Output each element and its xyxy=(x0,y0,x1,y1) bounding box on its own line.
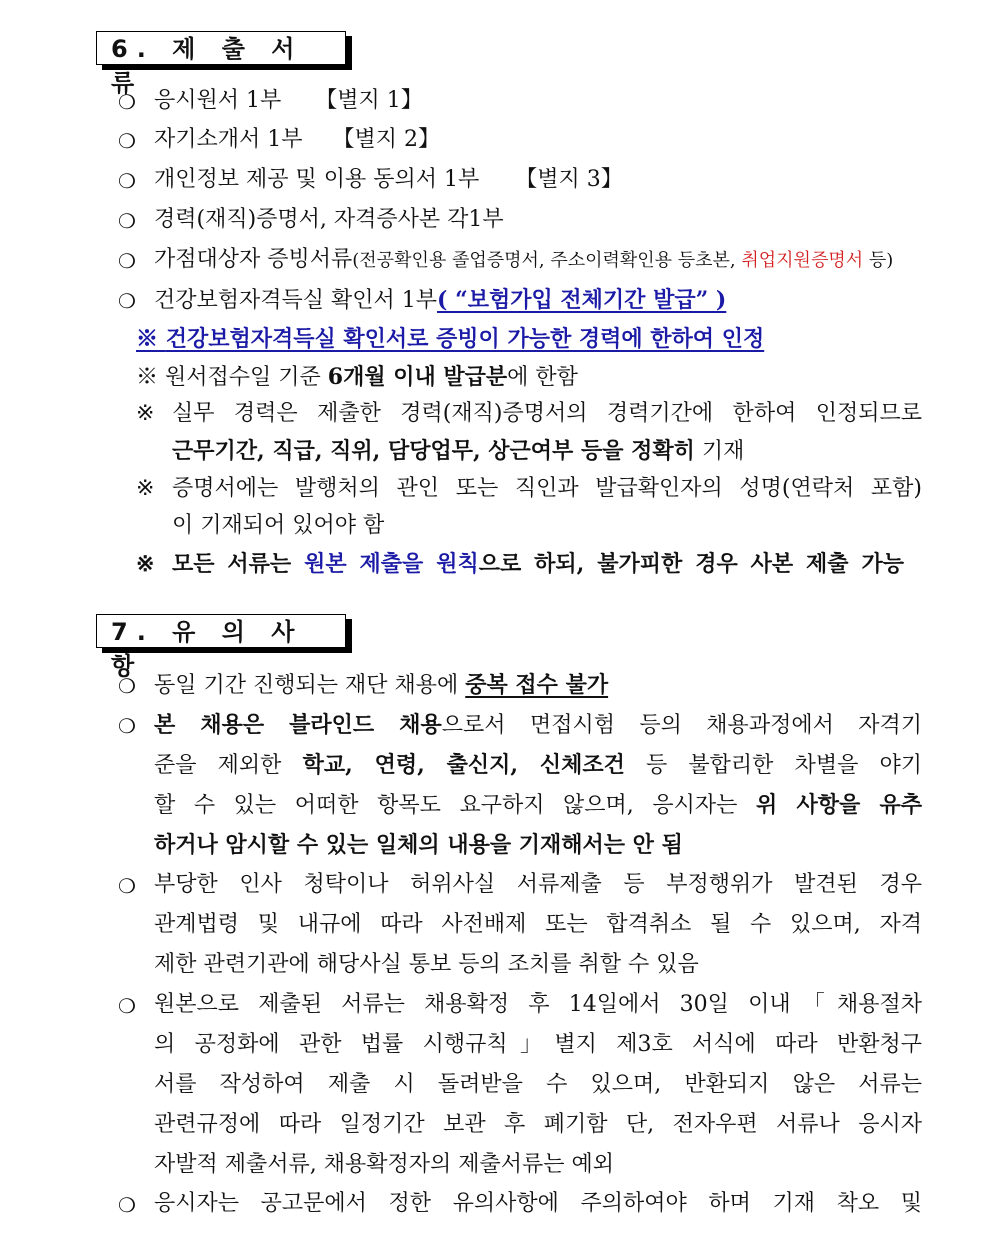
bullet-icon: ❍ xyxy=(118,674,136,698)
note-original-documents-mark: ※ xyxy=(136,551,155,577)
bullet-icon: ❍ xyxy=(118,994,136,1018)
section-6-title: 6. 제 출 서 류 xyxy=(96,31,346,65)
notice-duplicate-application: 동일 기간 진행되는 재단 채용에 중복 접수 불가 xyxy=(154,672,609,698)
note-six-months: ※ 원서접수일 기준 6개월 이내 발급분에 한함 xyxy=(136,364,578,390)
item-bonus-documents: 가점대상자 증빙서류(전공확인용 졸업증명서, 주소이력확인용 등초본, 취업지원증명서 등) xyxy=(154,247,894,272)
notice-applicant-caution-line1: 응시자는 공고문에서 정한 유의사항에 주의하여야 하며 기재 착오 및 xyxy=(154,1191,922,1216)
bullet-icon: ❍ xyxy=(118,874,136,898)
notice-blind-hiring-line2: 준을 제외한 학교, 연령, 출신지, 신체조건 등 불합리한 차별을 야기 xyxy=(154,752,922,778)
note-certificate-seal-line2: 이 기재되어 있어야 함 xyxy=(172,513,385,538)
note-certificate-seal-line1: 증명서에는 발행처의 관인 또는 직인과 발급확인자의 성명(연락처 포함) xyxy=(172,476,922,501)
notice-document-return-line1: 원본으로 제출된 서류는 채용확정 후 14일에서 30일 이내「채용절차 xyxy=(154,992,922,1017)
section-7-title: 7. 유 의 사 항 xyxy=(96,614,346,648)
item-privacy-consent: 개인정보 제공 및 이용 동의서 1부 【별지 3】 xyxy=(154,167,623,192)
notice-document-return-line4: 관련규정에 따라 일정기간 보관 후 폐기함 단, 전자우편 서류나 응시자 xyxy=(154,1112,922,1137)
bullet-icon: ❍ xyxy=(118,169,136,193)
bullet-icon: ❍ xyxy=(118,1193,136,1217)
notice-document-return-line5: 자발적 제출서류, 채용확정자의 제출서류는 예외 xyxy=(154,1152,615,1177)
item-health-insurance: 건강보험자격득실 확인서 1부( “보험가입 전체기간 발급” ) xyxy=(154,287,727,313)
note-certificate-seal-mark: ※ xyxy=(136,476,155,501)
bullet-icon: ❍ xyxy=(118,249,136,273)
item-self-introduction: 자기소개서 1부 【별지 2】 xyxy=(154,127,441,152)
item-application-form: 응시원서 1부 【별지 1】 xyxy=(154,88,423,113)
notice-document-return-line3: 서를 작성하여 제출 시 돌려받을 수 있으며, 반환되지 않은 서류는 xyxy=(154,1072,922,1097)
note-practical-career-mark: ※ xyxy=(136,401,155,426)
note-practical-career-line2: 근무기간, 직급, 직위, 담당업무, 상근여부 등을 정확히 기재 xyxy=(172,438,745,464)
note-original-documents: 모든 서류는 원본 제출을 원칙으로 하되, 불가피한 경우 사본 제출 가능 xyxy=(172,551,904,577)
notice-misconduct-line1: 부당한 인사 청탁이나 허위사실 서류제출 등 부정행위가 발견된 경우 xyxy=(154,872,922,897)
bullet-icon: ❍ xyxy=(118,90,136,114)
bullet-icon: ❍ xyxy=(118,209,136,233)
notice-blind-hiring-line4: 하거나 암시할 수 있는 일체의 내용을 기재해서는 안 됨 xyxy=(154,832,683,858)
note-practical-career-line1: 실무 경력은 제출한 경력(재직)증명서의 경력기간에 한하여 인정되므로 xyxy=(172,401,922,426)
notice-blind-hiring-line3: 할 수 있는 어떠한 항목도 요구하지 않으며, 응시자는 위 사항을 유추 xyxy=(154,792,922,818)
item-career-certificate: 경력(재직)증명서, 자격증사본 각1부 xyxy=(154,207,504,232)
bullet-icon: ❍ xyxy=(118,289,136,313)
notice-misconduct-line2: 관계법령 및 내규에 따라 사전배제 또는 합격취소 될 수 있으며, 자격 xyxy=(154,912,922,937)
bullet-icon: ❍ xyxy=(118,129,136,153)
bullet-icon: ❍ xyxy=(118,714,136,738)
notice-blind-hiring-line1: 본 채용은 블라인드 채용으로서 면접시험 등의 채용과정에서 자격기 xyxy=(154,712,922,738)
notice-document-return-line2: 의 공정화에 관한 법률 시행규칙」별지 제3호 서식에 따라 반환청구 xyxy=(154,1032,922,1057)
notice-misconduct-line3: 제한 관련기관에 해당사실 통보 등의 조치를 취할 수 있음 xyxy=(154,952,699,977)
note-insurance-proof: ※ 건강보험자격득실 확인서로 증빙이 가능한 경력에 한하여 인정 xyxy=(136,326,765,352)
